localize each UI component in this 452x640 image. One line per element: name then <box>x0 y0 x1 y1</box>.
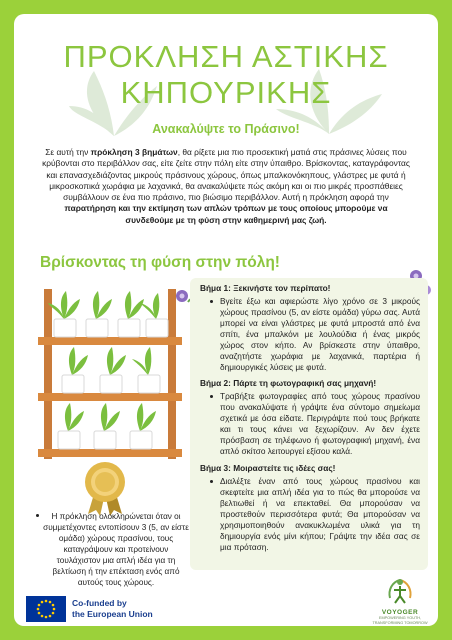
bullet-dot <box>210 300 213 303</box>
intro-bold-1: πρόκληση 3 βημάτων <box>90 147 178 157</box>
poster-card <box>14 14 438 626</box>
step-2-text: Τραβήξτε φωτογραφίες από τους χώρους πρασίνου που ανακαλύψατε ή γράψτε ένα σύντομο σημείωμα σχετικά με όσα είδατε. Περιγράψτε πού τους βρήκατε και τι τους κάνει να ξεχωρίζουν. Αν δεν έχετε πρόσβαση σε τηλέφωνο ή φωτογραφική μηχανή, ένα απλό σκίτσο λειτουργεί εξίσου καλά. <box>220 391 420 456</box>
voyoger-logo <box>372 576 428 626</box>
gold-medal-icon <box>80 460 130 516</box>
eu-cofunded-logo <box>26 596 153 622</box>
step-3-heading: Βήμα 3: Μοιραστείτε τις ιδέες σας! <box>200 463 336 473</box>
completion-note: Η πρόκληση ολοκληρώνεται όταν οι συμμετέχοντες εντοπίσουν 3 (5, αν είστε ομάδα) χώρους πρασίνου, τους καταγράψουν και προτείνουν τουλάχιστον μια απλή ιδέα για τη βελτίωση ή την επέκταση ενός από αυτούς τους χώρους. <box>43 512 189 587</box>
plant-shelf-illustration <box>34 289 186 459</box>
eu-text-line-2: the European Union <box>72 609 153 619</box>
bullet-dot <box>210 480 213 483</box>
step-1-heading: Βήμα 1: Ξεκινήστε τον περίπατο! <box>200 283 331 293</box>
intro-paragraph <box>40 147 412 226</box>
step-1-text: Βγείτε έξω και αφιερώστε λίγο χρόνο σε 3 μικρούς χώρους πρασίνου (5, αν είστε ομάδα) γύρω σας. Αυτά μπορεί να είναι γλάστρες με φυτά μπροστά από ένα σπίτι, ένα μπαλκόνι με λουλούδια ή ένας μικρός χώρος στον κήπο. Αν βρίσκεστε στην ύπαιθρο, αναζητήστε χωράφια με λαχανικά, παρτέρια ή δημιουργικές λύσεις με φυτά. <box>220 296 420 372</box>
title-line-2: ΚΗΠΟΥΡΙΚΗΣ <box>120 75 332 110</box>
bullet-dot <box>36 514 39 517</box>
intro-text-2: , θα ρίξετε μια πιο προσεκτική ματιά στις πράσινες λύσεις που κρύβονται στο περιβάλλον σας, είτε ζείτε στην πόλη είτε στην ύπαιθρο. Βρίσκοντας, καταγράφοντας και επανασχεδιάζοντας μικρούς πράσινους χώρους, όπως μπαλκονόκηπους, γλάστρες με φυτά ή μικροσκοπικά χωράφια με λαχανικά, θα ανακαλύψετε πώς ακόμη και οι πιο μικρές προσπάθειες συμβάλλουν σε ένα πιο πράσινο, πιο βιώσιμο περιβάλλον. Αυτή η πρόκληση αφορά την <box>42 147 410 203</box>
step-3-text: Διαλέξτε έναν από τους χώρους πρασίνου και σκεφτείτε μια απλή ιδέα για το πώς θα μπορούσε να βελτιωθεί ή να επεκταθεί. Θα μπορούσαν να προστεθούν περισσότερα φυτά; Θα μπορούσαν να χρησιμοποιηθούν ανακυκλωμένα υλικά για τη δημιουργία ενός μίνι κήπου; Γράψτε την ιδέα σας σε μια πρόταση. <box>220 476 420 552</box>
voyoger-tagline: EMPOWERING YOUTH, TRANSFORMING TOMORROW <box>372 616 428 625</box>
section-heading: Βρίσκοντας τη φύση στην πόλη! <box>40 254 280 271</box>
eu-flag-icon <box>26 596 66 622</box>
eu-text-line-1: Co-funded by <box>72 598 127 608</box>
title-line-1: ΠΡΟΚΛΗΣΗ ΑΣΤΙΚΗΣ <box>63 39 389 74</box>
intro-bold-2: παρατήρηση και την εκτίμηση των απλών τρόπων με τους οποίους μπορούμε να συνδεθούμε με τη φύση στην καθημερινή μας ζωή. <box>64 203 388 225</box>
voyoger-name: VOYOGER <box>381 609 419 616</box>
intro-text-1: Σε αυτή την <box>45 147 91 157</box>
subtitle: Ανακαλύψτε το Πράσινο! <box>152 122 300 136</box>
step-2-heading: Βήμα 2: Πάρτε τη φωτογραφική σας μηχανή! <box>200 378 377 388</box>
bullet-dot <box>210 395 213 398</box>
voyoger-figure-icon <box>382 576 418 604</box>
